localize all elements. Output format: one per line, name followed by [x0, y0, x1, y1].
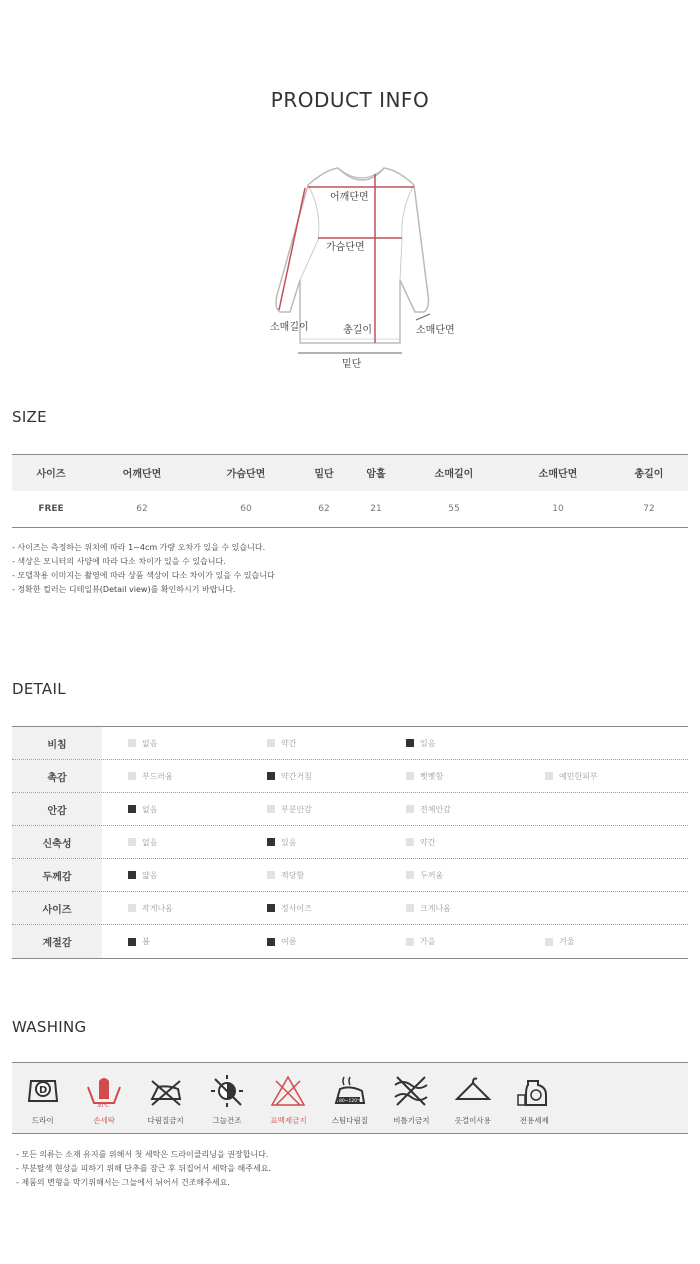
detail-option-label: 크게나옴	[420, 903, 451, 913]
size-notes	[12, 541, 275, 597]
wash-label: 드라이	[31, 1116, 54, 1125]
wash-label: 손세탁	[93, 1116, 116, 1125]
wash-label: 전용세제	[519, 1116, 549, 1125]
detail-row	[12, 826, 688, 859]
garment-diagram	[250, 160, 470, 375]
wash-label: 다림질금지	[147, 1116, 184, 1125]
size-header-cell: 가슴단면	[194, 455, 298, 491]
detail-option	[102, 837, 241, 848]
detail-option	[241, 936, 380, 947]
detail-option	[102, 870, 241, 881]
note-item: - 모델착용 이미지는 촬영에 따라 상품 색상이 다소 차이가 있을 수 있습니다	[12, 571, 275, 580]
detail-option	[241, 870, 380, 881]
empty-box-icon	[406, 871, 414, 879]
detail-options	[102, 804, 688, 815]
detail-options	[102, 903, 688, 914]
sleeve-length-label: 소매길이	[270, 322, 309, 333]
wash-item	[319, 1063, 380, 1133]
chest-label: 가슴단면	[326, 242, 365, 253]
detail-option-label: 없음	[142, 804, 158, 814]
empty-box-icon	[545, 938, 553, 946]
detail-option	[241, 771, 380, 782]
svg-text:80~120℃: 80~120℃	[338, 1099, 363, 1104]
checked-box-icon	[128, 938, 136, 946]
empty-box-icon	[128, 739, 136, 747]
total-length-label: 총길이	[343, 325, 372, 336]
svg-text:30℃: 30℃	[97, 1103, 110, 1109]
detail-option	[102, 936, 241, 947]
detail-table	[12, 726, 688, 959]
size-cell: FREE	[12, 491, 90, 528]
wash-label: 표백제금지	[270, 1116, 307, 1125]
detail-option	[241, 804, 380, 815]
wash-item	[12, 1063, 73, 1133]
detail-option-label: 있음	[281, 837, 297, 847]
no-iron-icon	[146, 1073, 186, 1109]
detail-option-label: 작게나옴	[142, 903, 173, 913]
detail-option-label: 부드러움	[142, 771, 173, 781]
size-cell: 62	[90, 491, 194, 528]
checked-box-icon	[406, 739, 414, 747]
detail-option-label: 전체안감	[420, 804, 451, 814]
detail-option-label: 얇음	[142, 870, 158, 880]
detail-option-label: 약간거침	[281, 771, 312, 781]
detail-row	[12, 793, 688, 826]
note-item: - 모든 의류는 소재 유지를 위해서 첫 세탁은 드라이클리닝을 권장합니다.	[16, 1150, 269, 1159]
dry-clean-icon	[23, 1073, 63, 1109]
empty-box-icon	[128, 772, 136, 780]
size-header-cell: 암홀	[350, 455, 402, 491]
empty-box-icon	[267, 805, 275, 813]
detail-row	[12, 925, 688, 958]
detail-heading: DETAIL	[12, 680, 66, 698]
steam-iron-icon	[330, 1073, 370, 1109]
checked-box-icon	[267, 772, 275, 780]
detail-option	[380, 870, 519, 881]
detail-option	[519, 936, 658, 947]
size-cell: 55	[402, 491, 506, 528]
detail-option	[241, 837, 380, 848]
detail-option-label: 없음	[142, 738, 158, 748]
empty-box-icon	[545, 772, 553, 780]
washing-heading: WASHING	[12, 1018, 87, 1036]
size-cell: 72	[610, 491, 688, 528]
cuff-label: 소매단면	[416, 325, 455, 336]
hand-wash-icon	[84, 1073, 124, 1109]
detail-option-label: 여름	[281, 937, 297, 946]
wash-item	[258, 1063, 319, 1133]
detail-option-label: 없음	[142, 837, 158, 847]
detail-option	[241, 738, 380, 749]
svg-text:D: D	[38, 1085, 48, 1096]
detail-option	[380, 837, 519, 848]
detail-options	[102, 771, 688, 782]
detail-row-label: 계절감	[12, 925, 102, 958]
detail-option	[380, 804, 519, 815]
detail-option	[380, 936, 519, 947]
empty-box-icon	[267, 739, 275, 747]
detail-option-label: 부분안감	[281, 804, 312, 814]
detail-options	[102, 870, 688, 881]
detail-option-label: 약간	[281, 738, 297, 748]
page-title: PRODUCT INFO	[270, 88, 430, 112]
wash-item	[135, 1063, 196, 1133]
size-cell: 62	[298, 491, 350, 528]
detail-row	[12, 859, 688, 892]
empty-box-icon	[406, 838, 414, 846]
size-header-cell: 소매길이	[402, 455, 506, 491]
detail-row	[12, 760, 688, 793]
empty-box-icon	[406, 772, 414, 780]
checked-box-icon	[267, 904, 275, 912]
detail-option	[380, 738, 519, 749]
size-table-header	[12, 455, 688, 491]
wash-item	[381, 1063, 442, 1133]
size-cell: 10	[506, 491, 610, 528]
detail-row-label: 안감	[12, 793, 102, 825]
size-cell: 60	[194, 491, 298, 528]
detail-option	[241, 903, 380, 914]
detail-option	[519, 771, 658, 782]
empty-box-icon	[406, 805, 414, 813]
checked-box-icon	[267, 938, 275, 946]
detail-row-label: 두께감	[12, 859, 102, 891]
hanger-icon	[453, 1073, 493, 1109]
no-wring-icon	[391, 1073, 431, 1109]
detail-option-label: 뻣뻣함	[420, 771, 444, 781]
washing-notes	[16, 1148, 271, 1190]
size-cell: 21	[350, 491, 402, 528]
wash-item	[196, 1063, 257, 1133]
detail-option	[102, 771, 241, 782]
empty-box-icon	[406, 938, 414, 946]
detergent-icon	[514, 1073, 554, 1109]
empty-box-icon	[406, 904, 414, 912]
detail-row-label: 촉감	[12, 760, 102, 792]
detail-option-label: 적당함	[281, 870, 305, 880]
size-row	[12, 491, 688, 528]
wash-label: 그늘건조	[212, 1116, 242, 1125]
detail-options	[102, 837, 688, 848]
note-item: - 정확한 컬러는 디테일뷰(Detail view)를 확인하시기 바랍니다.	[12, 585, 236, 594]
note-item: - 사이즈는 측정하는 위치에 따라 1~4cm 가량 오차가 있을 수 있습니다.	[12, 543, 266, 552]
wash-item	[73, 1063, 134, 1133]
detail-options	[102, 738, 688, 749]
shoulder-label: 어깨단면	[330, 192, 369, 203]
size-header-cell: 어깨단면	[90, 455, 194, 491]
empty-box-icon	[267, 871, 275, 879]
detail-option	[380, 771, 519, 782]
detail-row	[12, 892, 688, 925]
washing-icons	[12, 1062, 688, 1134]
detail-options	[102, 936, 688, 947]
size-heading: SIZE	[12, 408, 47, 426]
detail-option-label: 정사이즈	[281, 903, 312, 913]
no-bleach-icon	[268, 1073, 308, 1109]
checked-box-icon	[267, 838, 275, 846]
detail-option-label: 약간	[420, 837, 436, 847]
detail-option-label: 두꺼움	[420, 870, 444, 880]
wash-label: 비틀기금지	[393, 1116, 430, 1125]
detail-option-label: 있음	[420, 738, 436, 748]
wash-item	[442, 1063, 503, 1133]
note-item: - 부분탈색 현상을 피하기 위해 단추를 잠근 후 뒤집어서 세탁을 해주세요.	[16, 1164, 271, 1173]
empty-box-icon	[128, 904, 136, 912]
detail-option	[102, 903, 241, 914]
note-item: - 색상은 모니터의 사양에 따라 다소 차이가 있을 수 있습니다.	[12, 557, 226, 566]
detail-row	[12, 727, 688, 760]
checked-box-icon	[128, 805, 136, 813]
detail-option	[380, 903, 519, 914]
wash-label: 옷걸이사용	[454, 1116, 491, 1125]
detail-option-label: 겨울	[559, 937, 575, 946]
wash-item	[504, 1063, 565, 1133]
detail-option-label: 예민한피부	[559, 771, 598, 781]
detail-row-label: 사이즈	[12, 892, 102, 924]
detail-option	[102, 804, 241, 815]
checked-box-icon	[128, 871, 136, 879]
size-header-cell: 밑단	[298, 455, 350, 491]
detail-option	[102, 738, 241, 749]
hem-label: 밑단	[342, 359, 362, 370]
detail-option-label: 가을	[420, 937, 436, 946]
size-header-cell: 소매단면	[506, 455, 610, 491]
detail-option-label: 봄	[142, 937, 150, 946]
size-header-cell: 총길이	[610, 455, 688, 491]
size-table	[12, 454, 688, 528]
wash-label: 스팀다림질	[331, 1116, 369, 1125]
note-item: - 제품의 변형을 막기위해서는 그늘에서 뉘어서 건조해주세요.	[16, 1178, 230, 1187]
detail-row-label: 신축성	[12, 826, 102, 858]
shade-dry-icon	[207, 1073, 247, 1109]
detail-row-label: 비침	[12, 727, 102, 759]
size-header-cell: 사이즈	[12, 455, 90, 491]
empty-box-icon	[128, 838, 136, 846]
